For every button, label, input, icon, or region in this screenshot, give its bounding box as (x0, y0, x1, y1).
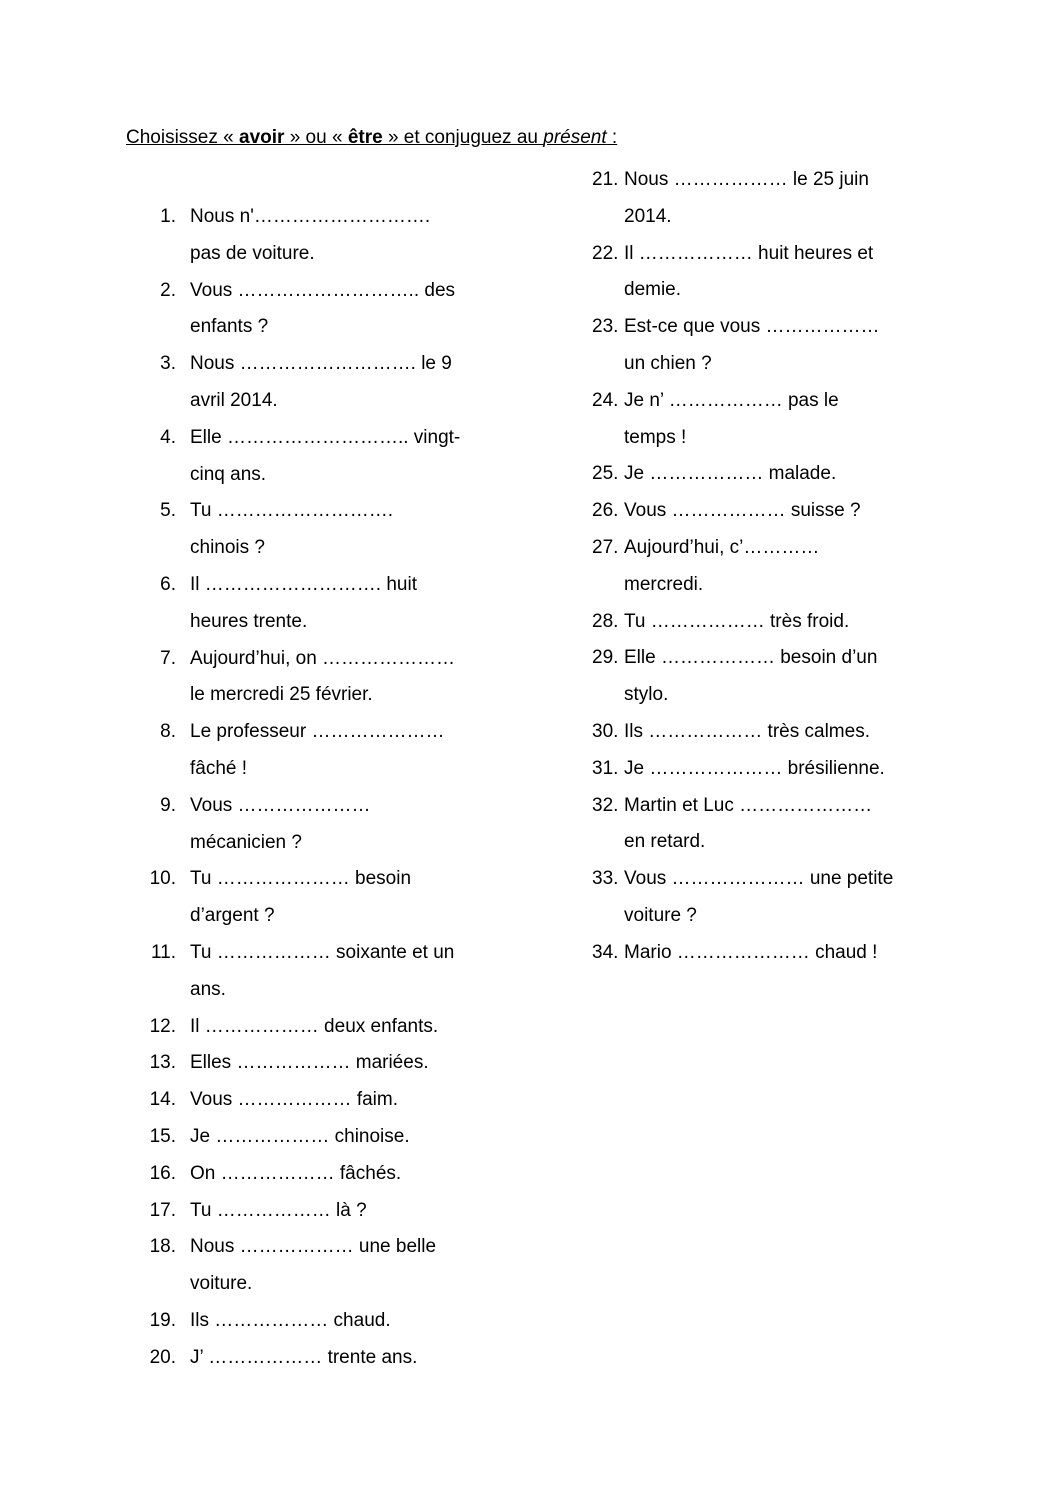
item-number: 30. (592, 720, 619, 742)
exercise-item (574, 530, 994, 604)
item-text-line: Tu ………………… besoin (190, 868, 412, 890)
item-text-line: Tu ……………… là ? (190, 1199, 367, 1221)
item-text-line: Je ……………… malade. (624, 463, 837, 485)
exercise-item (140, 714, 540, 788)
exercise-item (140, 199, 540, 273)
exercise-item (140, 1229, 540, 1303)
item-number: 19. (149, 1309, 176, 1331)
exercise-item (140, 1119, 540, 1156)
item-number: 29. (592, 647, 619, 669)
item-text-line: Elle ……………… besoin d’un (624, 647, 878, 669)
item-text-line: Je ………………… brésilienne. (624, 757, 885, 779)
item-number: 9. (160, 794, 176, 816)
exercise-item (140, 273, 540, 347)
item-number: 12. (149, 1015, 176, 1037)
exercise-item (140, 1045, 540, 1082)
item-text-line: Elle ……………………….. vingt- (190, 426, 461, 448)
item-number: 13. (149, 1052, 176, 1074)
exercise-item (574, 456, 994, 493)
item-text-line: Je ……………… chinoise. (190, 1125, 410, 1147)
item-number: 7. (160, 647, 176, 669)
item-text-line: On ……………… fâchés. (190, 1162, 402, 1184)
item-number: 34. (592, 941, 619, 963)
item-text-line: Vous ……………… faim. (190, 1089, 398, 1111)
item-number: 24. (592, 389, 619, 411)
item-text-line: Ils ……………… chaud. (190, 1309, 391, 1331)
item-text-line: Mario ………………… chaud ! (624, 941, 878, 963)
item-text-line: mercredi. (624, 573, 704, 595)
item-text-line: Le professeur ………………… (190, 721, 445, 743)
item-text-line: Ils ……………… très calmes. (624, 720, 870, 742)
exercise-item (574, 604, 994, 641)
exercise-item (140, 420, 540, 494)
item-number: 21. (592, 169, 619, 190)
item-text-line: voiture ? (624, 904, 697, 926)
item-text-line: Vous ………………… (190, 794, 371, 816)
verb-avoir: avoir (239, 127, 285, 148)
item-text-line: pas de voiture. (190, 242, 315, 264)
item-text-line: Aujourd’hui, on ………………… (190, 647, 456, 669)
exercise-item (574, 861, 994, 935)
item-number: 22. (592, 242, 619, 264)
item-text-line: Je n’ ……………… pas le (624, 389, 839, 411)
exercise-item (574, 714, 994, 751)
exercise-item (574, 236, 994, 310)
item-text-line: 2014. (624, 205, 672, 227)
item-text-line: Nous ……………… le 25 juin (624, 169, 869, 190)
item-number: 14. (149, 1089, 176, 1111)
item-text-line: Est-ce que vous ……………… (624, 316, 880, 338)
item-number: 11. (150, 941, 176, 963)
exercise-item (574, 162, 994, 236)
item-text-line: J’ ……………… trente ans. (190, 1346, 418, 1368)
item-text-line: avril 2014. (190, 389, 278, 411)
instruction-text: : (606, 127, 618, 148)
exercise-list-right (574, 162, 994, 972)
exercise-list-left (140, 199, 540, 1377)
item-number: 5. (160, 500, 176, 522)
item-text-line: cinq ans. (190, 463, 267, 485)
item-number: 6. (160, 573, 176, 595)
item-number: 1. (160, 206, 176, 227)
item-text-line: un chien ? (624, 352, 712, 374)
item-text-line: mécanicien ? (190, 831, 302, 853)
item-text-line: enfants ? (190, 316, 269, 338)
exercise-item (140, 567, 540, 641)
exercise-item (574, 309, 994, 383)
item-number: 31. (592, 757, 619, 779)
item-number: 16. (149, 1162, 176, 1184)
item-text-line: Il ……………… huit heures et (624, 242, 874, 264)
item-number: 26. (592, 500, 619, 522)
instruction-text: » ou « (284, 127, 348, 148)
item-text-line: Elles ……………… mariées. (190, 1052, 429, 1074)
exercise-item (140, 1340, 540, 1377)
item-text-line: fâché ! (190, 757, 248, 779)
exercise-item (140, 1193, 540, 1230)
item-text-line: Nous ………………………. le 9 (190, 353, 452, 375)
exercise-item (140, 346, 540, 420)
item-text-line: en retard. (624, 831, 706, 853)
item-number: 15. (149, 1125, 176, 1147)
tense-present: présent (543, 127, 607, 148)
exercise-item (140, 1009, 540, 1046)
item-text-line: Il ……………… deux enfants. (190, 1015, 439, 1037)
exercise-item (140, 788, 540, 862)
exercise-item (574, 751, 994, 788)
exercise-item (140, 493, 540, 567)
exercise-item (574, 640, 994, 714)
exercise-item (574, 493, 994, 530)
item-text-line: Il ………………………. huit (190, 573, 417, 595)
item-text-line: Martin et Luc ………………… (624, 794, 873, 816)
item-text-line: temps ! (624, 426, 687, 448)
item-number: 20. (149, 1346, 176, 1368)
exercise-item (140, 1303, 540, 1340)
item-number: 18. (149, 1236, 176, 1258)
item-number: 10. (149, 868, 176, 890)
item-text-line: Nous ……………… une belle (190, 1236, 437, 1258)
exercise-item (574, 383, 994, 457)
exercise-item (140, 1156, 540, 1193)
item-text-line: Vous ………………… une petite (624, 868, 894, 890)
item-number: 23. (592, 316, 619, 338)
item-number: 32. (592, 794, 619, 816)
item-text-line: Vous ……………………….. des (190, 279, 456, 301)
item-number: 27. (592, 536, 619, 558)
item-text-line: stylo. (624, 684, 669, 706)
item-number: 17. (149, 1199, 176, 1221)
item-number: 8. (160, 721, 176, 743)
item-text-line: Tu ……………… très froid. (624, 610, 850, 632)
item-number: 3. (160, 353, 176, 375)
verb-etre: être (347, 127, 383, 148)
item-number: 2. (160, 279, 176, 301)
item-text-line: ans. (190, 978, 226, 1000)
item-number: 4. (160, 426, 176, 448)
item-text-line: Tu ………………………. (190, 500, 394, 522)
item-text-line: Tu ……………… soixante et un (190, 941, 455, 963)
exercise-instructions (126, 127, 617, 149)
item-number: 25. (592, 463, 619, 485)
exercise-item (574, 935, 994, 972)
item-text-line: Vous ……………… suisse ? (624, 500, 861, 522)
item-text-line: demie. (624, 279, 682, 301)
exercise-item (140, 935, 540, 1009)
item-text-line: voiture. (190, 1273, 253, 1295)
item-text-line: Aujourd’hui, c’………… (624, 536, 820, 558)
item-text-line: le mercredi 25 février. (190, 684, 373, 706)
item-number: 33. (592, 868, 619, 890)
item-number: 28. (592, 610, 619, 632)
exercise-item (140, 1082, 540, 1119)
exercise-item (140, 861, 540, 935)
item-text-line: d’argent ? (190, 905, 275, 927)
item-text-line: heures trente. (190, 610, 308, 632)
exercise-item (574, 788, 994, 862)
item-text-line: chinois ? (190, 537, 265, 559)
item-text-line: Nous n'………………………. (190, 206, 431, 227)
exercise-item (140, 641, 540, 715)
instruction-text: » et conjuguez au (382, 127, 544, 148)
instruction-text: Choisissez « (126, 127, 239, 148)
